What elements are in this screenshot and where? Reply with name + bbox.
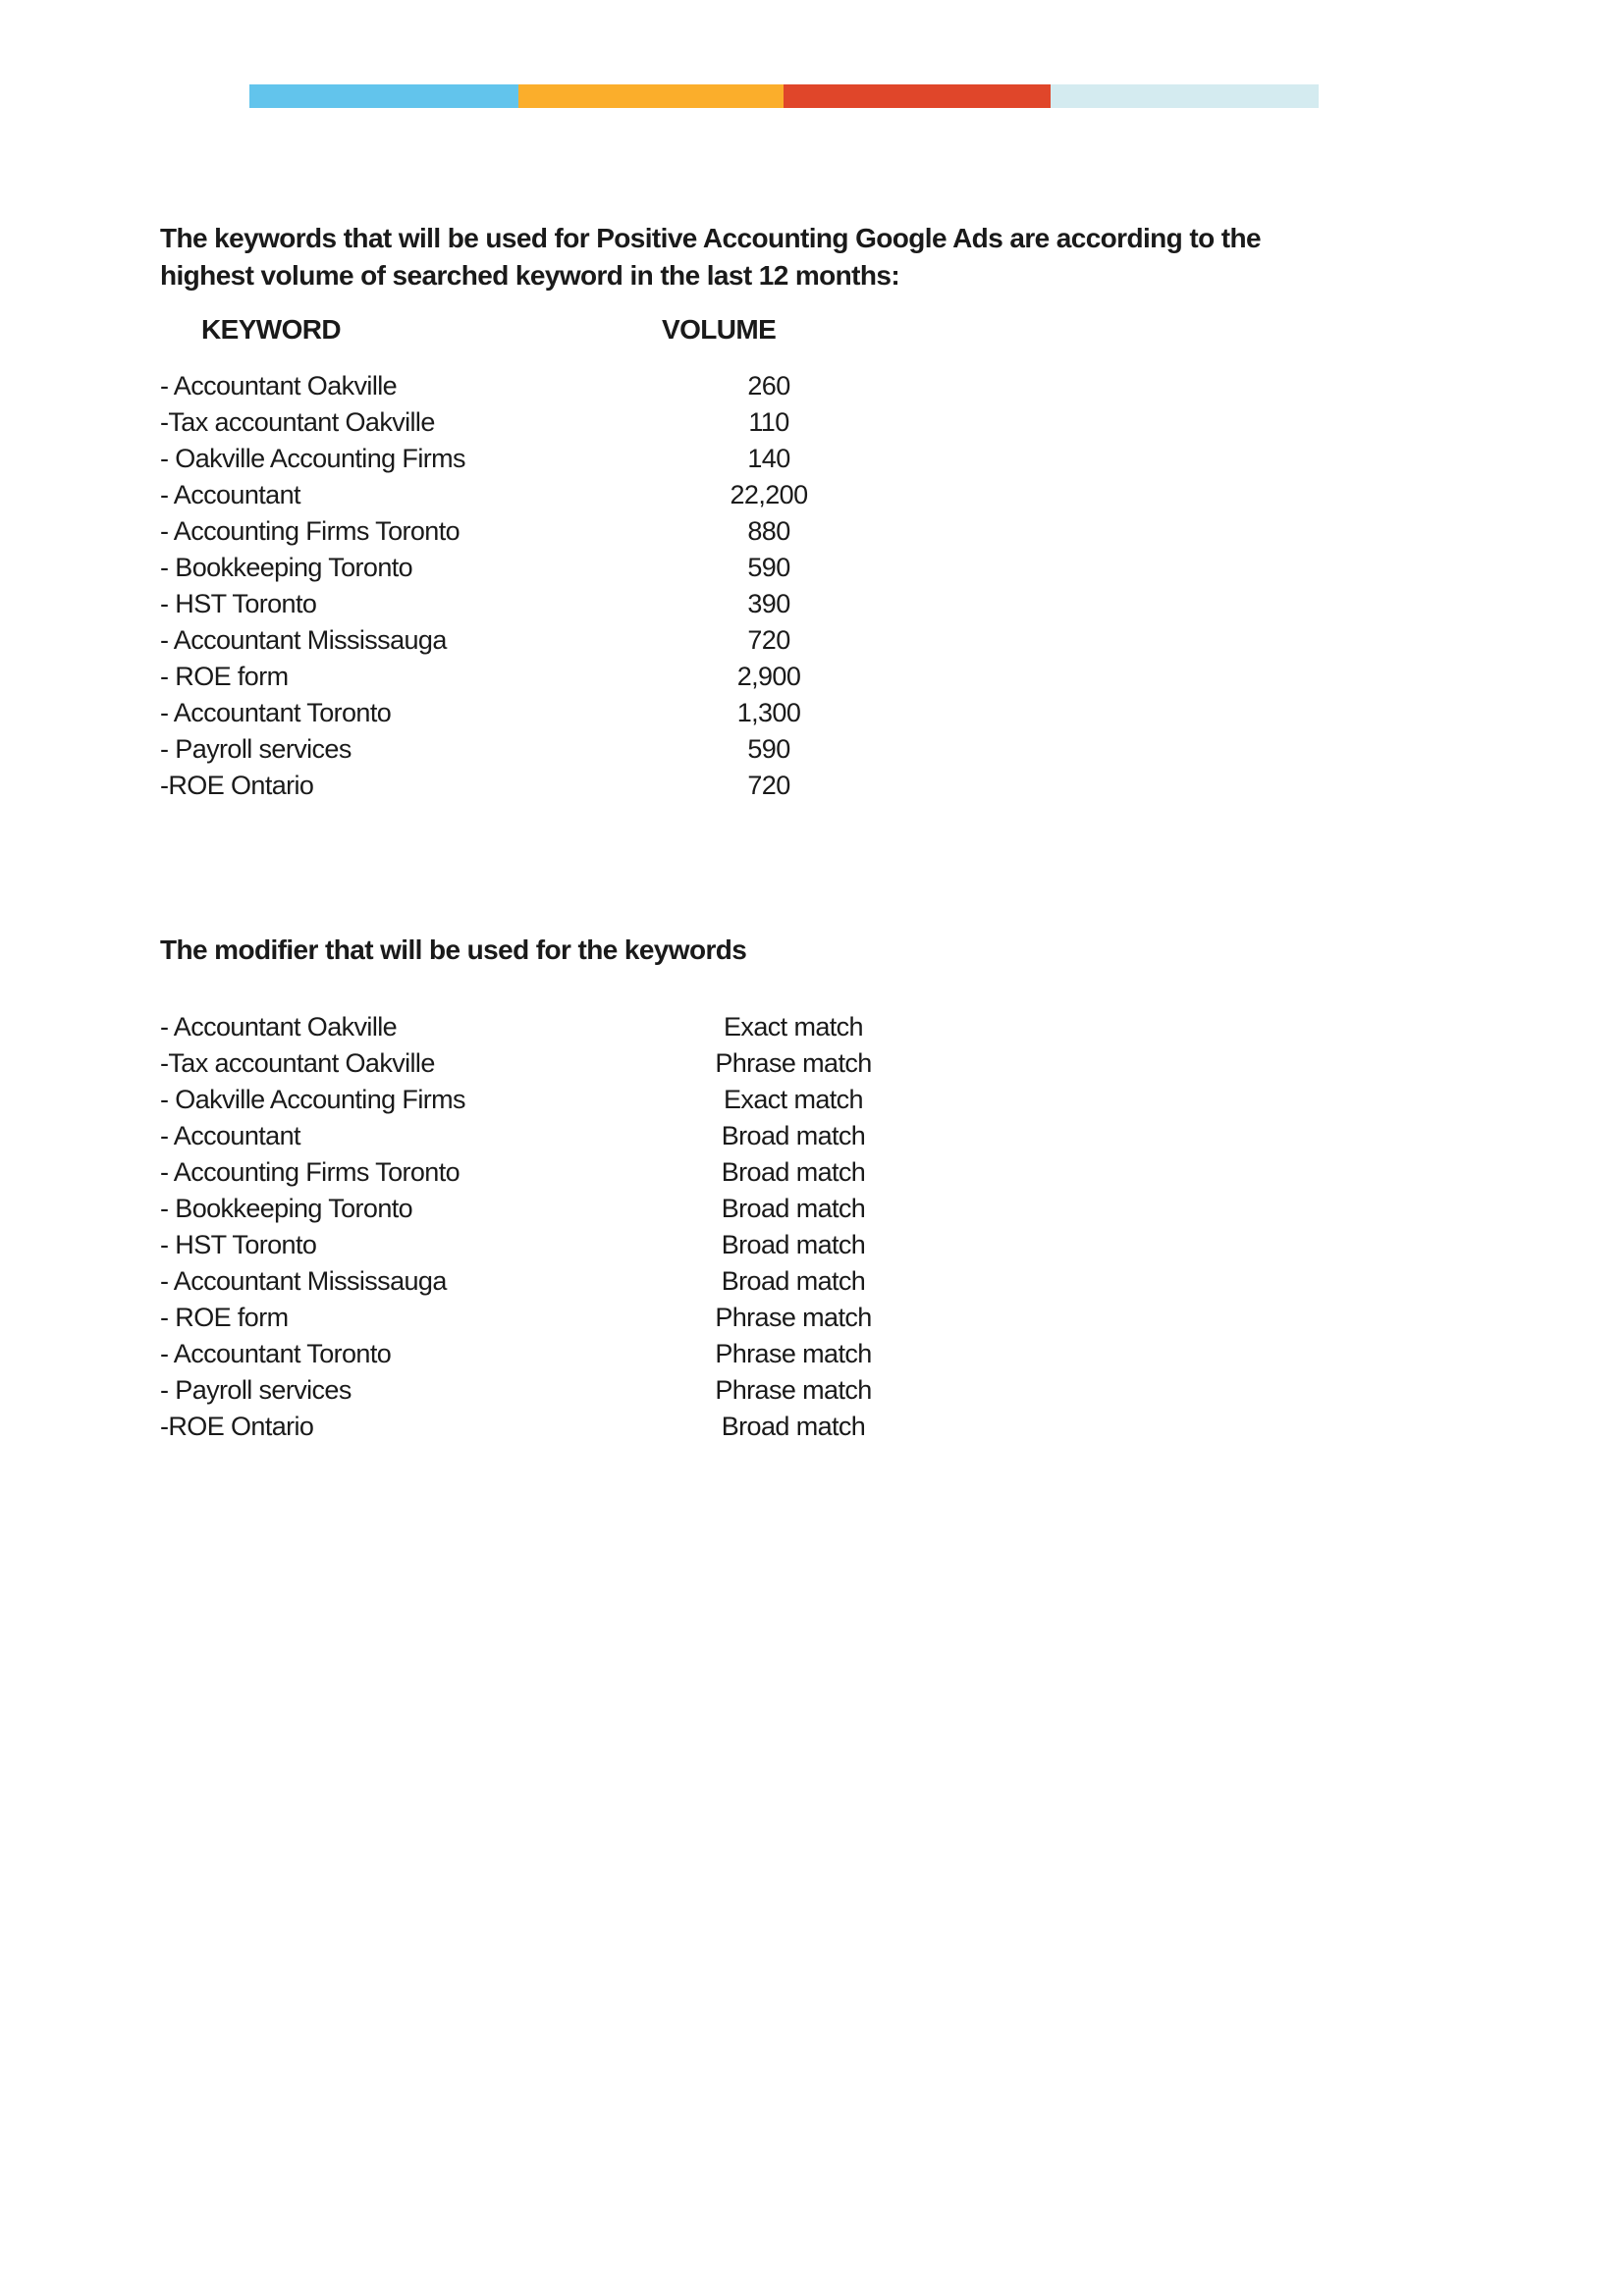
keyword-cell: - Accounting Firms Toronto	[160, 1157, 460, 1187]
table-row	[160, 586, 1044, 622]
table-row	[160, 441, 1044, 477]
modifier-section-title: The modifier that will be used for the keywords	[160, 934, 747, 965]
keyword-cell: - Accountant Mississauga	[160, 625, 447, 655]
volume-cell: 110	[748, 407, 789, 437]
table-row	[160, 1300, 1044, 1336]
table-row	[160, 1009, 1044, 1045]
keyword-modifier-table	[160, 1009, 1044, 1445]
keyword-volume-table	[160, 368, 1044, 804]
keyword-cell: - Accountant	[160, 1121, 300, 1150]
color-bar-segment	[1051, 84, 1319, 108]
keyword-cell: - ROE form	[160, 1303, 289, 1332]
keyword-cell: - HST Toronto	[160, 1230, 317, 1259]
modifier-cell: Broad match	[721, 1157, 866, 1187]
color-bar-segment	[249, 84, 518, 108]
modifier-cell: Phrase match	[715, 1303, 872, 1332]
keyword-cell: - Accountant Toronto	[160, 1339, 392, 1368]
keyword-cell: - ROE form	[160, 662, 289, 691]
table-row	[160, 550, 1044, 586]
volume-cell: 880	[747, 516, 790, 546]
keyword-cell: - Payroll services	[160, 734, 352, 764]
modifier-cell: Broad match	[721, 1230, 866, 1259]
table-row	[160, 1082, 1044, 1118]
color-bar-segment	[518, 84, 784, 108]
table-row	[160, 622, 1044, 659]
table-row	[160, 731, 1044, 768]
modifier-cell: Exact match	[724, 1085, 863, 1114]
keyword-cell: - Accountant	[160, 480, 300, 509]
table-row	[160, 768, 1044, 804]
volume-cell: 590	[747, 734, 790, 764]
table-row	[160, 1154, 1044, 1191]
modifier-cell: Phrase match	[715, 1339, 872, 1368]
table-row	[160, 1409, 1044, 1445]
table-row	[160, 1191, 1044, 1227]
keyword-cell: -Tax accountant Oakville	[160, 1048, 435, 1078]
keyword-cell: - Oakville Accounting Firms	[160, 444, 465, 473]
table-row	[160, 1118, 1044, 1154]
modifier-cell: Broad match	[721, 1121, 866, 1150]
keyword-cell: - Bookkeeping Toronto	[160, 1194, 413, 1223]
keyword-cell: -Tax accountant Oakville	[160, 407, 435, 437]
table-row	[160, 1227, 1044, 1263]
keyword-column-header: KEYWORD	[201, 314, 342, 345]
volume-column-header: VOLUME	[662, 314, 777, 345]
keyword-cell: - Accountant Toronto	[160, 698, 392, 727]
table-row	[160, 1045, 1044, 1082]
modifier-cell: Phrase match	[715, 1375, 872, 1405]
table-row	[160, 1372, 1044, 1409]
color-bar-segment	[784, 84, 1051, 108]
table-row	[160, 1263, 1044, 1300]
modifier-cell: Broad match	[721, 1412, 866, 1441]
table-row	[160, 513, 1044, 550]
table-row	[160, 368, 1044, 404]
table-row	[160, 477, 1044, 513]
volume-cell: 390	[747, 589, 790, 618]
volume-cell: 260	[747, 371, 790, 400]
table-row	[160, 404, 1044, 441]
keyword-cell: -ROE Ontario	[160, 771, 314, 800]
volume-cell: 2,900	[736, 662, 801, 691]
keyword-cell: - Oakville Accounting Firms	[160, 1085, 465, 1114]
keyword-cell: - HST Toronto	[160, 589, 317, 618]
volume-cell: 1,300	[736, 698, 801, 727]
table-row	[160, 659, 1044, 695]
keyword-cell: - Accountant Oakville	[160, 371, 398, 400]
header-color-bar	[249, 84, 1319, 108]
keyword-cell: - Accounting Firms Toronto	[160, 516, 460, 546]
volume-cell: 22,200	[730, 480, 808, 509]
volume-cell: 720	[747, 625, 790, 655]
modifier-cell: Exact match	[724, 1012, 863, 1041]
keyword-cell: - Bookkeeping Toronto	[160, 553, 413, 582]
keyword-cell: - Accountant Oakville	[160, 1012, 398, 1041]
keyword-cell: - Accountant Mississauga	[160, 1266, 447, 1296]
table-row	[160, 695, 1044, 731]
volume-cell: 140	[747, 444, 790, 473]
keyword-cell: -ROE Ontario	[160, 1412, 314, 1441]
intro-paragraph: The keywords that will be used for Positive Accounting Google Ads are according to the highest volume of searched keyword in the last 12 months:	[160, 223, 1261, 291]
keyword-cell: - Payroll services	[160, 1375, 352, 1405]
modifier-cell: Broad match	[721, 1266, 866, 1296]
volume-cell: 590	[747, 553, 790, 582]
table-row	[160, 1336, 1044, 1372]
modifier-cell: Phrase match	[715, 1048, 872, 1078]
volume-cell: 720	[747, 771, 790, 800]
modifier-cell: Broad match	[721, 1194, 866, 1223]
